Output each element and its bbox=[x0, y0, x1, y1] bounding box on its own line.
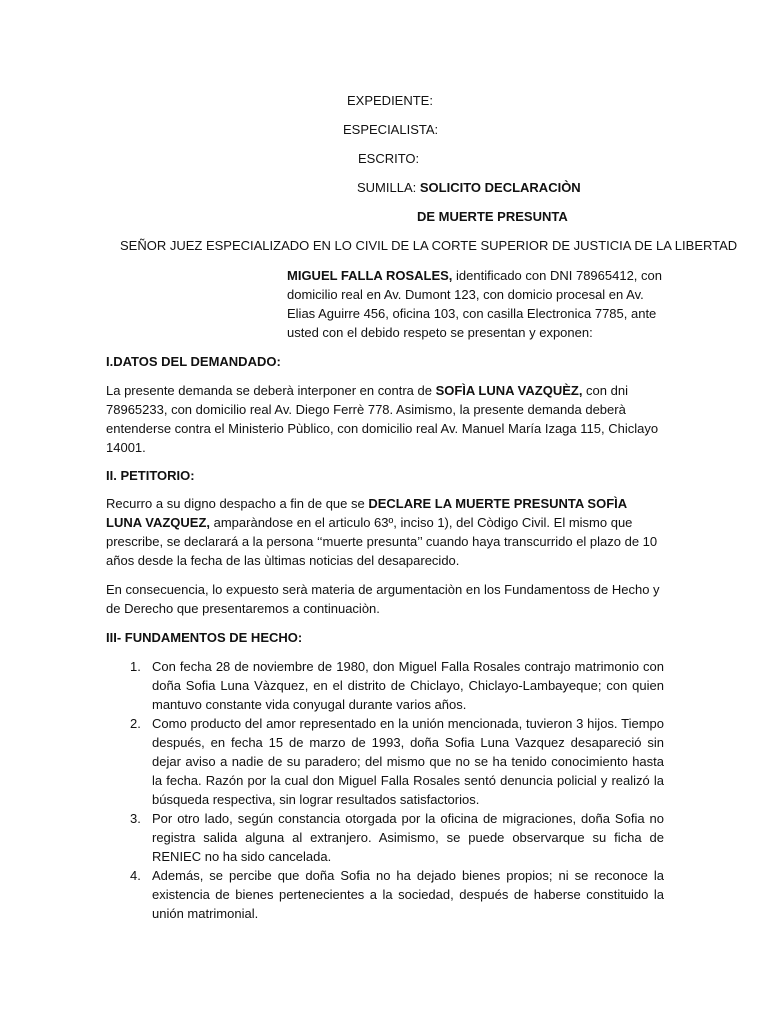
intro-line-2: domicilio real en Av. Dumont 123, con domicio procesal en Av. bbox=[287, 287, 644, 302]
intro-line-4: usted con el debido respeto se presentan y exponen: bbox=[287, 325, 593, 340]
petition-bold: DECLARE LA MUERTE PRESUNTA SOFÌA LUNA VAZQUEZ, bbox=[106, 496, 627, 530]
intro-line-1: MIGUEL FALLA ROSALES, identificado con DNI 78965412, con bbox=[287, 268, 662, 283]
sumilla-title-line2: DE MUERTE PRESUNTA bbox=[417, 209, 568, 224]
section-2-text: Recurro a su digno despacho a fin de que se DECLARE LA MUERTE PRESUNTA SOFÌA LUNA VAZQUEZ, amparàndose en el articulo 63º, inciso 1), del Còdigo Civil. El mismo que prescribe, se declarará a la persona ‘‘muerte presunta’’ cuando haya transcurrido el plazo de 10 años desde la fecha de las ùltimas noticias del desaparecido. bbox=[106, 496, 658, 568]
sumilla-label: SUMILLA: bbox=[357, 180, 417, 195]
list-item: 1. Con fecha 28 de noviembre de 1980, don Miguel Falla Rosales contrajo matrimonio con doña Sofia Luna Vàzquez, en el distrito de Chiclayo, Chiclayo-Lambayeque; con quien mantuvo constante vida conyugal durante varios años. bbox=[130, 659, 664, 712]
section-2-consequence: En consecuencia, lo expuesto serà materia de argumentaciòn en los Fundamentoss de Hecho y de Derecho que presentaremos a continuaciòn. bbox=[106, 582, 660, 616]
section-1-text: La presente demanda se deberà interponer en contra de SOFÌA LUNA VAZQUÈZ, con dni 78965233, con domicilio real Av. Diego Ferrè 778. Asimismo, la presente demanda deberà entenderse contra el Ministerio Pùblico, con domicilio real Av. Manuel María Izaga 115, Chiclayo 14001. bbox=[106, 383, 659, 455]
addressee: SEÑOR JUEZ ESPECIALIZADO EN LO CIVIL DE LA CORTE SUPERIOR DE JUSTICIA DE LA LIBERTAD bbox=[120, 238, 738, 253]
sumilla-title: SOLICITO DECLARACIÒN bbox=[419, 180, 581, 195]
sumilla bbox=[357, 178, 581, 197]
facts-list bbox=[106, 657, 664, 923]
especialista-label: ESPECIALISTA: bbox=[343, 122, 439, 137]
defendant-name: SOFÌA LUNA VAZQUÈZ, bbox=[435, 383, 583, 398]
list-item: 3. Por otro lado, según constancia otorgada por la oficina de migraciones, doña Sofia no registra salida alguna al extranjero. Asimismo, se puede observarque su ficha de RENIEC no ha sido cancelada. bbox=[130, 811, 664, 864]
section-1-title: I.DATOS DEL DEMANDADO: bbox=[106, 354, 281, 369]
section-3-title: III- FUNDAMENTOS DE HECHO: bbox=[106, 630, 303, 645]
escrito-label: ESCRITO: bbox=[358, 151, 420, 166]
expediente-label: EXPEDIENTE: bbox=[347, 93, 433, 108]
plaintiff-name: MIGUEL FALLA ROSALES, bbox=[287, 268, 453, 283]
list-item: 4. Además, se percibe que doña Sofia no ha dejado bienes propios; ni se reconoce la existencia de bienes pertenecientes a la sociedad, después de haberse constituido la unión matrimonial. bbox=[130, 868, 664, 921]
section-2-title: II. PETITORIO: bbox=[106, 468, 195, 483]
intro-line-3: Elias Aguirre 456, oficina 103, con casilla Electronica 7785, ante bbox=[287, 306, 657, 321]
list-item: 2. Como producto del amor representado en la unión mencionada, tuvieron 3 hijos. Tiempo después, en fecha 15 de marzo de 1993, doña Sofia Luna Vazquez desapareció sin dejar aviso a nadie de su paradero; del mismo que no se ha tenido conocimiento hasta la fecha. Razón por la cual don Miguel Falla Rosales sentó denuncia policial y realizó la búsqueda respectiva, sin lograr resultados satisfactorios. bbox=[130, 716, 664, 807]
